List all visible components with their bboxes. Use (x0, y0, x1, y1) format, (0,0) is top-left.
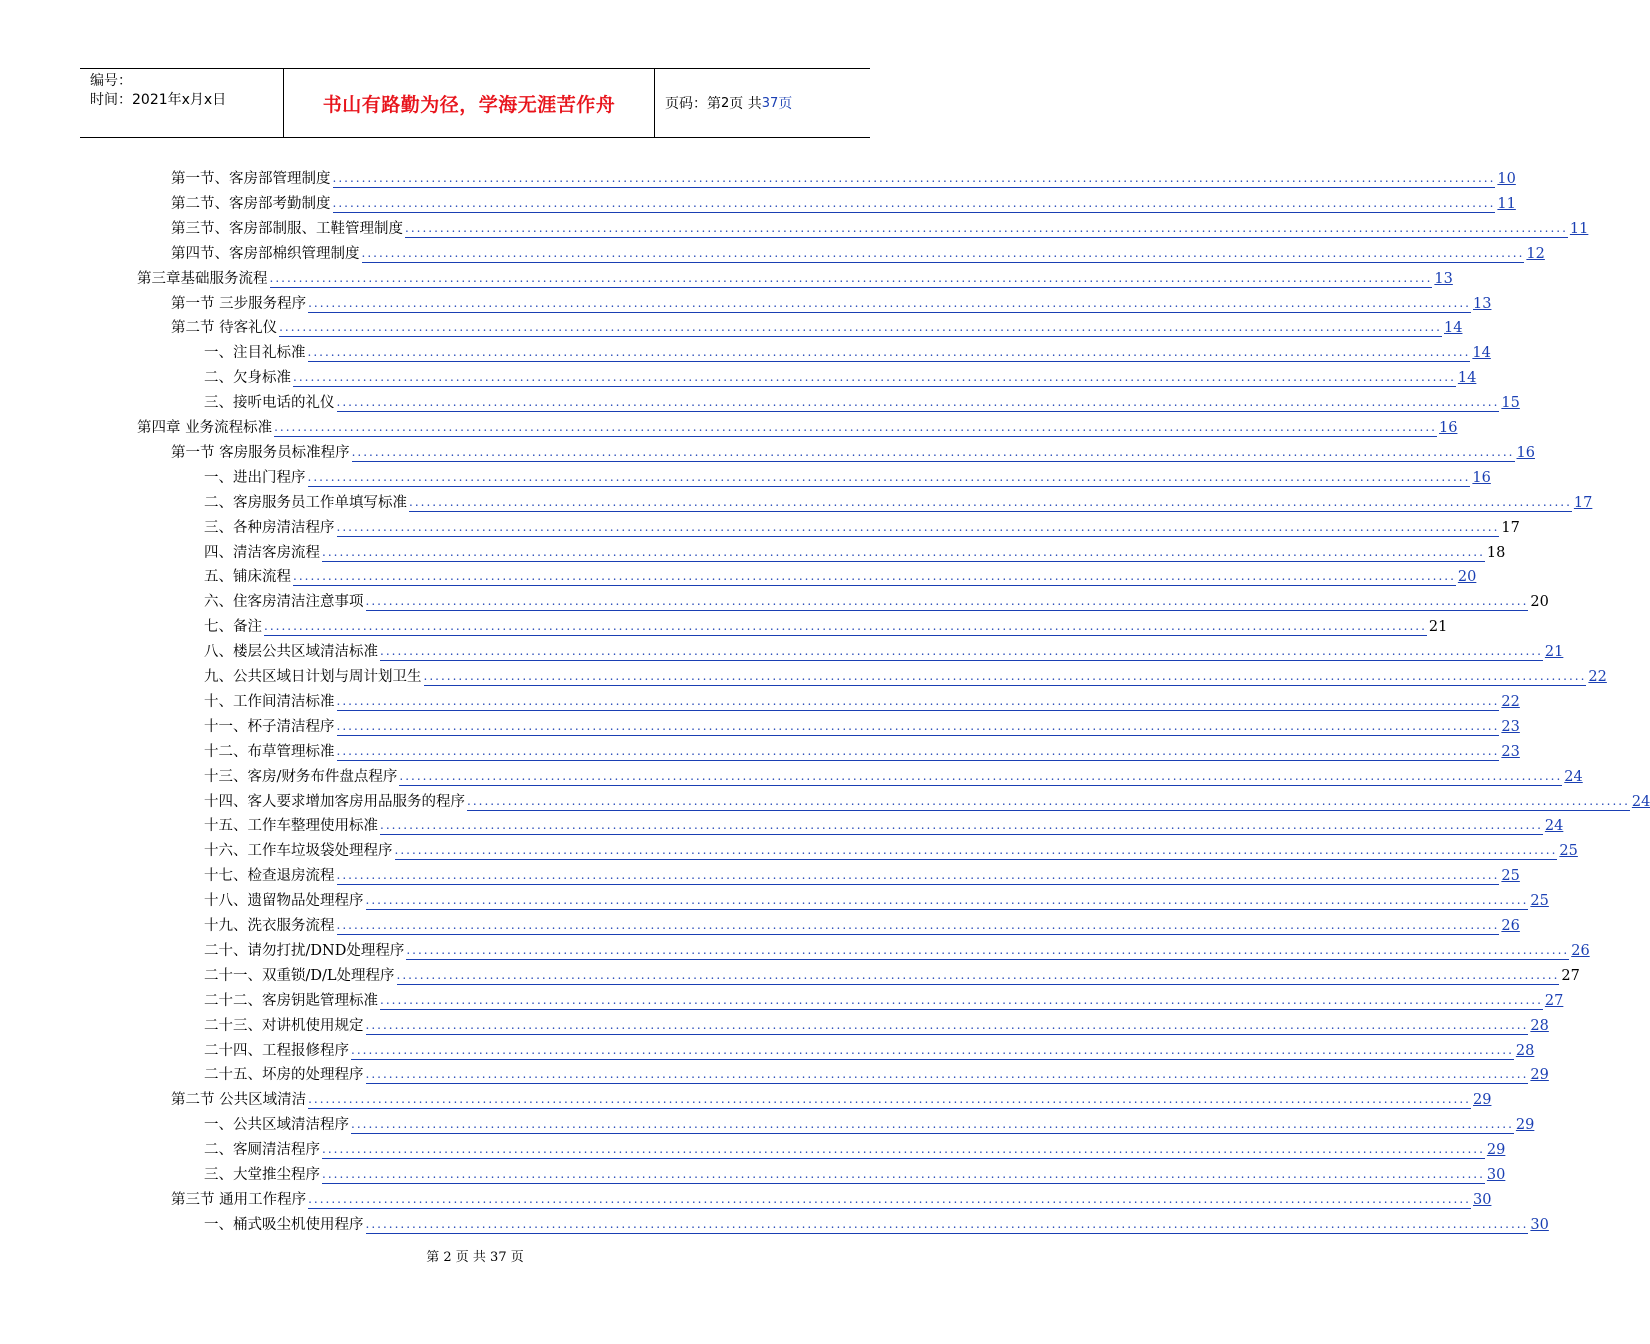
toc-entry[interactable] (137, 417, 1458, 439)
toc-entry-title: 二十五、坏房的处理程序 (204, 1067, 364, 1084)
header-meta (80, 69, 284, 137)
toc-leader-dots: ........................................................................................................................................................................................................ (395, 840, 1558, 860)
toc-entry-title: 二十、请勿打扰/DND处理程序 (204, 942, 405, 959)
toc-entry-page[interactable]: 26 (1571, 942, 1590, 959)
toc-entry-title: 第二节 待客礼仪 (171, 320, 278, 337)
toc-entry[interactable] (204, 915, 1520, 937)
toc-entry[interactable] (204, 566, 1477, 588)
toc-entry[interactable] (204, 865, 1520, 887)
toc-entry-title: 七、备注 (204, 619, 262, 636)
toc-entry[interactable] (204, 940, 1590, 962)
toc-leader-dots: ........................................................................................................................................................................................................ (322, 1139, 1485, 1159)
toc-entry[interactable] (204, 467, 1491, 489)
toc-entry-page[interactable]: 29 (1486, 1142, 1506, 1159)
toc-leader-dots: ........................................................................................................................................................................................................ (352, 442, 1515, 462)
toc-entry-title: 十六、工作车垃圾袋处理程序 (204, 843, 393, 860)
toc-entry[interactable] (171, 317, 1463, 339)
toc-entry-title: 十四、客人要求增加客房用品服务的程序 (204, 793, 465, 810)
page-total: 37 (761, 95, 779, 111)
toc-entry-page: 21 (1428, 619, 1448, 636)
toc-entry-title: 三、各种房清洁程序 (204, 519, 335, 536)
toc-entry-page[interactable]: 29 (1530, 1067, 1549, 1084)
toc-entry[interactable] (171, 168, 1516, 190)
toc-entry-page[interactable]: 21 (1544, 644, 1564, 661)
toc-leader-dots: ........................................................................................................................................................................................................ (337, 691, 1500, 711)
toc-leader-dots: ........................................................................................................................................................................................................ (337, 392, 1500, 412)
toc-leader-dots: ........................................................................................................................................................................................................ (333, 193, 1496, 213)
toc-leader-dots: ........................................................................................................................................................................................................ (293, 367, 1456, 387)
toc-entry[interactable] (171, 1089, 1492, 1111)
toc-entry-page[interactable]: 30 (1530, 1216, 1549, 1233)
toc-leader-dots: ........................................................................................................................................................................................................ (308, 467, 1471, 487)
toc-entry-page[interactable]: 29 (1515, 1117, 1535, 1134)
toc-entry-title: 二十四、工程报修程序 (204, 1042, 349, 1059)
page-footer: 第 2 页 共 37 页 (426, 1250, 524, 1265)
toc-entry[interactable] (204, 1040, 1535, 1062)
toc-leader-dots: ........................................................................................................................................................................................................ (467, 791, 1630, 811)
toc-entry-title: 一、注目礼标准 (204, 345, 306, 362)
page-current: 2 (721, 95, 730, 111)
toc-entry-page[interactable]: 26 (1501, 918, 1520, 934)
toc-entry-title: 二十二、客房钥匙管理标准 (204, 992, 378, 1009)
toc-entry[interactable] (204, 1114, 1535, 1136)
toc-entry[interactable] (204, 492, 1593, 514)
toc-entry-page[interactable]: 15 (1501, 395, 1520, 412)
toc-entry-page[interactable]: 11 (1569, 220, 1589, 237)
toc-entry[interactable] (204, 392, 1520, 414)
toc-entry-page[interactable]: 20 (1457, 569, 1477, 586)
toc-entry-title: 第三章基础服务流程 (137, 270, 268, 287)
toc-entry-page[interactable]: 25 (1501, 868, 1520, 885)
toc-leader-dots: ........................................................................................................................................................................................................ (424, 666, 1587, 686)
toc-entry-page[interactable]: 12 (1526, 245, 1545, 262)
toc-leader-dots: ........................................................................................................................................................................................................ (366, 591, 1529, 611)
toc-entry[interactable] (204, 990, 1564, 1012)
toc-leader-dots: ........................................................................................................................................................................................................ (406, 940, 1569, 960)
toc-entry[interactable] (204, 766, 1583, 788)
toc-leader-dots: ........................................................................................................................................................................................................ (322, 542, 1485, 562)
toc-entry[interactable] (204, 840, 1578, 862)
toc-entry-page[interactable]: 14 (1457, 370, 1477, 387)
toc-entry[interactable] (204, 342, 1491, 364)
toc-entry-title: 第三节、客房部制服、工鞋管理制度 (171, 220, 403, 237)
toc-leader-dots: ........................................................................................................................................................................................................ (409, 492, 1572, 512)
toc-leader-dots: ........................................................................................................................................................................................................ (279, 317, 1442, 337)
toc-entry[interactable] (204, 1139, 1506, 1161)
toc-entry[interactable] (171, 218, 1589, 240)
page-mid: 页 共 (729, 96, 762, 112)
toc-leader-dots: ........................................................................................................................................................................................................ (293, 566, 1456, 586)
toc-entry-title: 十九、洗衣服务流程 (204, 918, 335, 934)
toc-entry-page[interactable]: 28 (1515, 1042, 1535, 1059)
toc-entry[interactable] (204, 890, 1549, 912)
toc-entry-page[interactable]: 24 (1564, 768, 1583, 785)
toc-entry-title: 第一节 三步服务程序 (171, 295, 307, 312)
toc-entry-page[interactable]: 17 (1573, 494, 1593, 511)
toc-entry[interactable] (204, 367, 1477, 389)
toc-entry-title: 二、欠身标准 (204, 370, 291, 387)
toc-entry[interactable] (204, 741, 1520, 763)
toc-entry[interactable] (204, 1214, 1549, 1236)
toc-entry-title: 十三、客房/财务布件盘点程序 (204, 768, 398, 785)
toc-entry-page[interactable]: 24 (1631, 793, 1650, 810)
toc-leader-dots: ........................................................................................................................................................................................................ (274, 417, 1437, 437)
header-motto: 书山有路勤为径，学海无涯苦作舟 (284, 69, 655, 137)
toc-leader-dots: ........................................................................................................................................................................................................ (380, 990, 1543, 1010)
toc-entry[interactable] (204, 791, 1650, 813)
toc-entry-page[interactable]: 11 (1497, 195, 1516, 212)
toc-entry-title: 十五、工作车整理使用标准 (204, 818, 378, 835)
toc-leader-dots: ........................................................................................................................................................................................................ (337, 915, 1500, 935)
toc-entry-title: 第四节、客房部棉织管理制度 (171, 245, 360, 262)
toc-leader-dots: ........................................................................................................................................................................................................ (337, 716, 1500, 736)
toc-leader-dots: ........................................................................................................................................................................................................ (308, 1089, 1471, 1109)
toc-entry-title: 第一节、客房部管理制度 (171, 171, 331, 187)
toc-entry-title: 六、住客房清洁注意事项 (204, 594, 364, 611)
toc-entry-title: 二十一、双重锁/D/L处理程序 (204, 967, 395, 984)
toc-entry-page[interactable]: 23 (1501, 743, 1520, 760)
page-end: 页 (778, 96, 793, 112)
toc-entry-title: 三、接听电话的礼仪 (204, 395, 335, 412)
toc-entry-page[interactable]: 22 (1501, 693, 1520, 710)
toc-entry[interactable] (171, 193, 1516, 215)
toc-entry[interactable] (171, 442, 1535, 464)
toc-entry-title: 十七、检查退房流程 (204, 868, 335, 885)
toc-entry-title: 二、客房服务员工作单填写标准 (204, 494, 407, 511)
toc-entry[interactable] (204, 1164, 1506, 1186)
toc-entry[interactable] (204, 691, 1520, 713)
toc-entry[interactable] (171, 243, 1545, 265)
toc-entry-page[interactable]: 14 (1472, 345, 1491, 362)
toc-entry-page[interactable]: 27 (1544, 992, 1564, 1009)
toc-leader-dots: ........................................................................................................................................................................................................ (333, 168, 1496, 188)
toc-entry[interactable] (171, 1189, 1492, 1211)
toc-leader-dots: ........................................................................................................................................................................................................ (308, 293, 1471, 313)
toc-entry (204, 517, 1520, 539)
toc-entry[interactable] (204, 666, 1607, 688)
toc-entry-page[interactable]: 24 (1544, 818, 1564, 835)
toc-entry-page[interactable]: 28 (1530, 1017, 1549, 1034)
toc-leader-dots: ........................................................................................................................................................................................................ (380, 815, 1543, 835)
toc-entry-page[interactable]: 25 (1530, 893, 1549, 910)
document-number-label: 编号： (90, 73, 132, 89)
toc-leader-dots: ........................................................................................................................................................................................................ (308, 342, 1471, 362)
toc-entry-title: 一、公共区域清洁程序 (204, 1117, 349, 1134)
toc-entry-title: 第一节 客房服务员标准程序 (171, 444, 350, 461)
page-label: 页码：第 (665, 96, 721, 112)
toc-entry-title: 第三节 通用工作程序 (171, 1191, 307, 1208)
toc-entry-title: 一、桶式吸尘机使用程序 (204, 1216, 364, 1233)
header-page-info (655, 69, 870, 137)
toc-leader-dots: ........................................................................................................................................................................................................ (366, 1064, 1529, 1084)
toc-entry[interactable] (204, 1064, 1549, 1086)
toc-entry[interactable] (204, 815, 1564, 837)
toc-leader-dots: ........................................................................................................................................................................................................ (351, 1040, 1514, 1060)
toc-entry-page[interactable]: 25 (1559, 843, 1578, 860)
toc-leader-dots: ........................................................................................................................................................................................................ (351, 1114, 1514, 1134)
toc-leader-dots: ........................................................................................................................................................................................................ (380, 641, 1543, 661)
toc-entry-page: 17 (1501, 519, 1520, 536)
toc-leader-dots: ........................................................................................................................................................................................................ (308, 1189, 1471, 1209)
toc-entry[interactable] (204, 641, 1564, 663)
toc-entry (204, 965, 1580, 987)
toc-entry-title: 第四章 业务流程标准 (137, 420, 273, 436)
toc-entry[interactable] (137, 268, 1453, 290)
toc-entry-title: 十一、杯子清洁程序 (204, 718, 335, 735)
toc-entry-title: 十二、布草管理标准 (204, 743, 335, 760)
toc-entry-title: 十、工作间清洁标准 (204, 693, 335, 710)
toc-entry-page[interactable]: 23 (1501, 718, 1520, 735)
toc-leader-dots: ........................................................................................................................................................................................................ (366, 1214, 1529, 1234)
toc-entry-page[interactable]: 13 (1434, 270, 1453, 287)
document-time-label: 时间：2021年x月x日 (90, 92, 227, 108)
toc-entry-title: 二十三、对讲机使用规定 (204, 1017, 364, 1034)
toc-entry-page: 27 (1561, 967, 1580, 984)
toc-entry[interactable] (171, 293, 1492, 315)
toc-entry-page[interactable]: 30 (1486, 1167, 1506, 1183)
toc-entry-page[interactable]: 22 (1588, 669, 1607, 685)
toc-entry (204, 542, 1506, 564)
toc-leader-dots: ........................................................................................................................................................................................................ (322, 1164, 1485, 1184)
toc-entry-page[interactable]: 14 (1444, 320, 1463, 337)
toc-leader-dots: ........................................................................................................................................................................................................ (264, 616, 1427, 636)
toc-entry-title: 二、客厕清洁程序 (204, 1142, 320, 1159)
toc-entry-title: 十八、遗留物品处理程序 (204, 893, 364, 910)
toc-leader-dots: ........................................................................................................................................................................................................ (362, 243, 1525, 263)
toc-entry-page[interactable]: 30 (1473, 1191, 1492, 1208)
toc-entry-title: 九、公共区域日计划与周计划卫生 (204, 669, 422, 685)
page-header (80, 68, 870, 138)
toc-entry-page[interactable]: 29 (1473, 1092, 1492, 1109)
toc-entry-title: 第二节、客房部考勤制度 (171, 195, 331, 212)
toc-entry-title: 一、进出门程序 (204, 469, 306, 486)
toc-entry[interactable] (204, 1015, 1549, 1037)
toc-entry-title: 八、楼层公共区域清洁标准 (204, 644, 378, 661)
toc-leader-dots: ........................................................................................................................................................................................................ (337, 741, 1500, 761)
toc-entry-page[interactable]: 16 (1439, 420, 1458, 436)
toc-entry-page[interactable]: 16 (1516, 444, 1535, 461)
toc-entry-title: 五、铺床流程 (204, 569, 291, 586)
toc-entry[interactable] (204, 716, 1520, 738)
toc-entry-title: 三、大堂推尘程序 (204, 1167, 320, 1183)
toc-leader-dots: ........................................................................................................................................................................................................ (337, 865, 1500, 885)
toc-entry-title: 第二节 公共区域清洁 (171, 1092, 307, 1109)
toc-entry (204, 616, 1448, 638)
toc-leader-dots: ........................................................................................................................................................................................................ (366, 1015, 1529, 1035)
toc-leader-dots: ........................................................................................................................................................................................................ (399, 766, 1562, 786)
toc-entry-page[interactable]: 10 (1497, 171, 1516, 187)
toc-leader-dots: ........................................................................................................................................................................................................ (366, 890, 1529, 910)
toc-leader-dots: ........................................................................................................................................................................................................ (270, 268, 1433, 288)
toc-entry-page: 20 (1530, 594, 1549, 611)
toc-entry-title: 四、清洁客房流程 (204, 544, 320, 561)
toc-entry (204, 591, 1549, 613)
toc-entry-page: 18 (1486, 544, 1506, 561)
toc-leader-dots: ........................................................................................................................................................................................................ (405, 218, 1568, 238)
toc-leader-dots: ........................................................................................................................................................................................................ (397, 965, 1560, 985)
toc-leader-dots: ........................................................................................................................................................................................................ (337, 517, 1500, 537)
toc-entry-page[interactable]: 16 (1472, 469, 1491, 486)
toc-entry-page[interactable]: 13 (1473, 295, 1492, 312)
